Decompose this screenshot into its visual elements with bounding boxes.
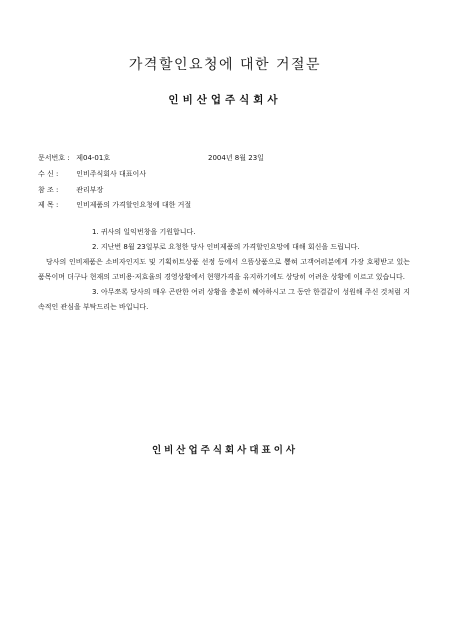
recipient-row [38, 169, 146, 179]
reference-row [38, 185, 103, 195]
signature-line: 인비산업주식회사대표이사 [151, 445, 299, 456]
subject-value: 인비제품의 가격할인요청에 대한 거절 [76, 201, 192, 209]
subject-row [38, 200, 191, 210]
recipient-value: 인비주식회사 대표이사 [76, 170, 147, 178]
recipient-label: 수 신 : [38, 170, 59, 178]
document-title: 가격할인요청에 대한 거절문 [128, 57, 322, 73]
document-date: 2004년 8월 23일 [208, 154, 264, 162]
doc-number-label: 문서번호 : [38, 154, 70, 162]
paragraph-closing: 3. 아무쪼록 당사의 매우 곤란한 여러 상황을 충분히 헤아하시고 그 동안 한결같이 성원해 주신 것처럼 지속적인 관심을 부탁드리는 바입니다. [38, 288, 410, 311]
reference-value: 관리부장 [76, 186, 104, 194]
letter-body [38, 225, 410, 315]
subject-label: 제 목 : [38, 201, 59, 209]
doc-number-value: 제04-01호 [76, 154, 111, 162]
doc-number-row [38, 153, 264, 163]
reference-label: 참 조 : [38, 186, 59, 194]
paragraph-reply: 2. 지난번 8월 23일부로 요청한 당사 인비제품의 가격할인요망에 대해 회신을 드립니다. [92, 243, 360, 251]
paragraph-reason: 당사의 인비제품은 소비자인지도 및 기획히트상품 선정 등에서 으뜸상품으로 뽑혀 고객여러분에게 가장 호평받고 있는 품목이며 더구나 현재의 고비용·저효율의 경영상황에서 현행가격을 유지하기에도 상당히 어려운 상황에 이르고 있습니다. [38, 258, 410, 281]
sender-company-name: 인비산업주식회사 [168, 94, 282, 106]
paragraph-greeting: 1. 귀사의 일익번창을 기원합니다. [92, 228, 196, 236]
